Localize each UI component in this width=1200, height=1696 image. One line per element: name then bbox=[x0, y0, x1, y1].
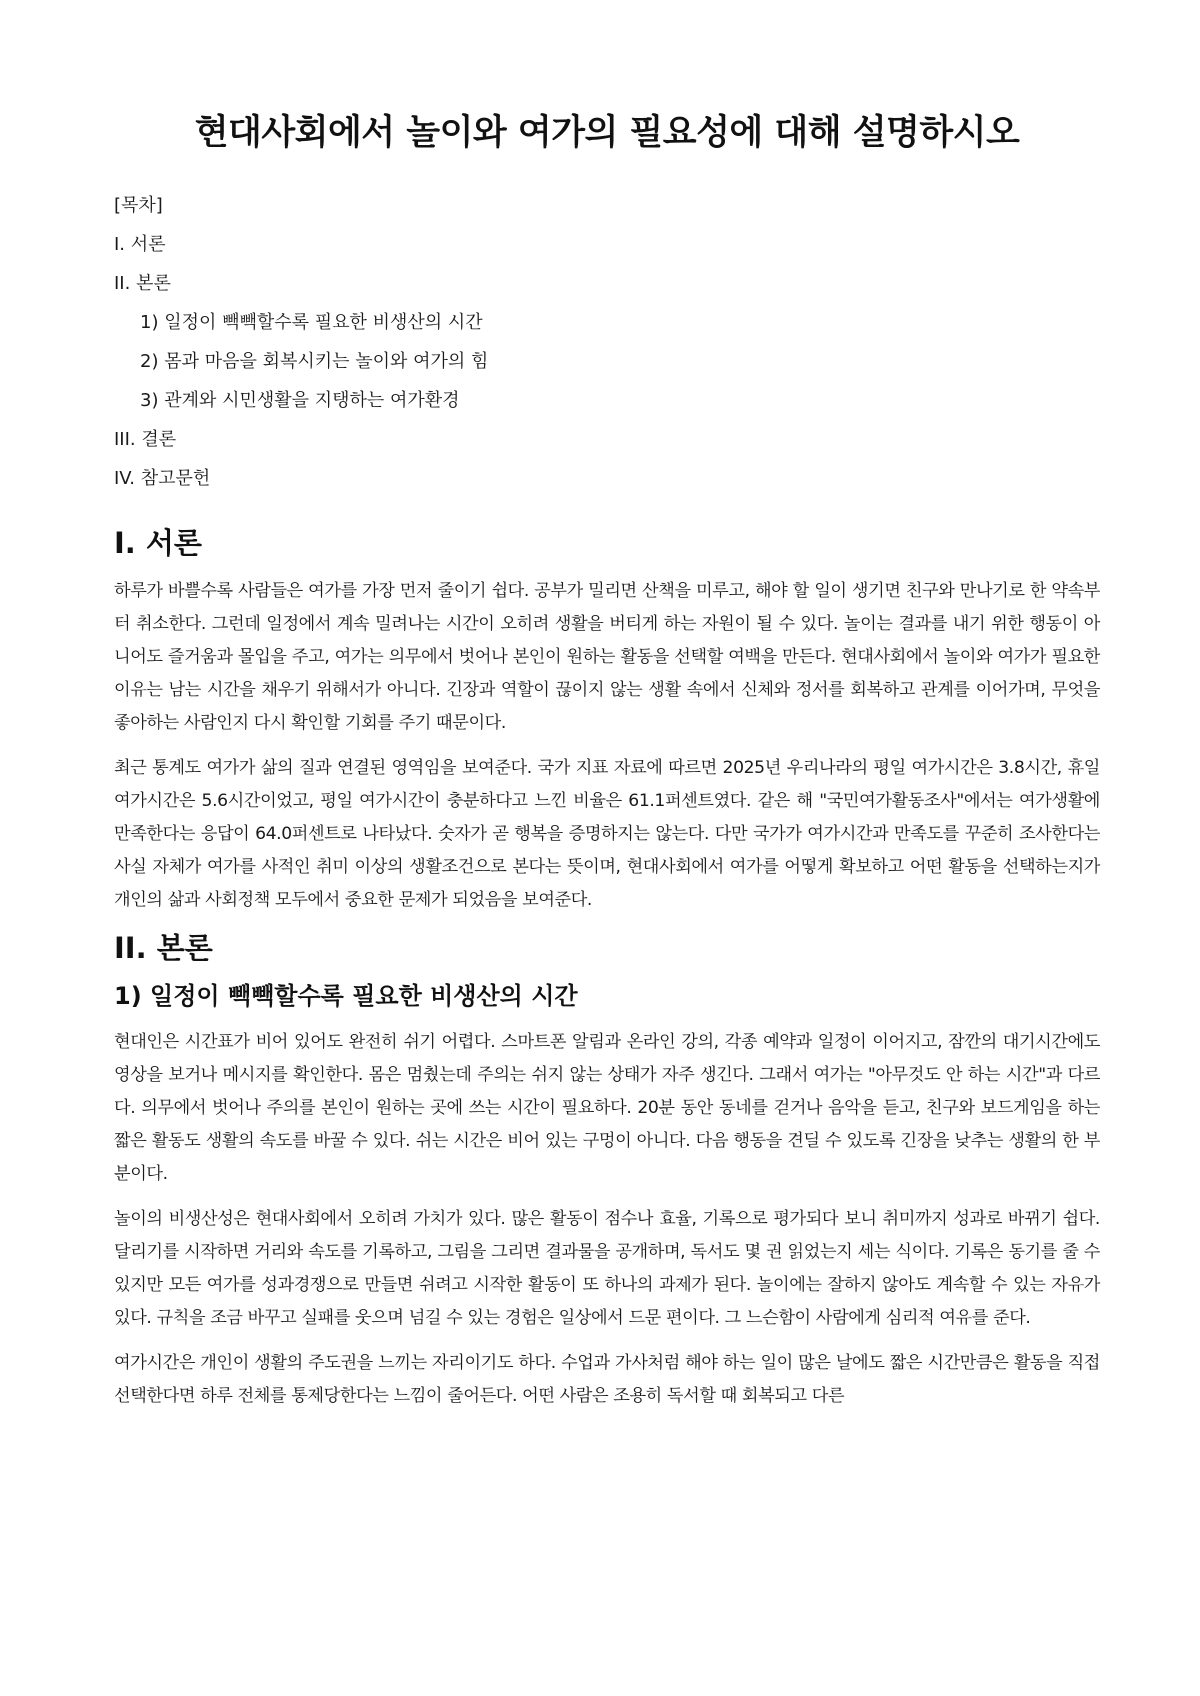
intro-section bbox=[114, 524, 1100, 917]
toc-item-body-2: 2) 몸과 마음을 회복시키는 놀이와 여가의 힘 bbox=[140, 350, 489, 372]
body-paragraph: 현대인은 시간표가 비어 있어도 완전히 쉬기 어렵다. 스마트폰 알림과 온라인 강의, 각종 예약과 일정이 이어지고, 잠깐의 대기시간에도 영상을 보거나 메시지를 확인한다. 몸은 멈췄는데 주의는 쉬지 않는 상태가 자주 생긴다. 그래서 여가는 "아무것도 안 하는 시간"과 다르다. 의무에서 벗어나 주의를 본인이 원하는 곳에 쓰는 시간이 필요하다. 20분 동안 동네를 걷거나 음악을 듣고, 친구와 보드게임을 하는 짧은 활동도 생활의 속도를 바꿀 수 있다. 쉬는 시간은 비어 있는 구멍이 아니다. 다음 행동을 견딜 수 있도록 긴장을 낮추는 생활의 한 부분이다. bbox=[114, 1032, 1100, 1185]
body-paragraph: 놀이의 비생산성은 현대사회에서 오히려 가치가 있다. 많은 활동이 점수나 효율, 기록으로 평가되다 보니 취미까지 성과로 바뀌기 쉽다. 달리기를 시작하면 거리와 속도를 기록하고, 그림을 그리면 결과물을 공개하며, 독서도 몇 권 읽었는지 세는 식이다. 기록은 동기를 줄 수 있지만 모든 여가를 성과경쟁으로 만들면 쉬려고 시작한 활동이 또 하나의 과제가 된다. 놀이에는 잘하지 않아도 계속할 수 있는 자유가 있다. 규칙을 조금 바꾸고 실패를 웃으며 넘길 수 있는 경험은 일상에서 드문 편이다. 그 느슨함이 사람에게 심리적 여유를 준다. bbox=[114, 1209, 1100, 1329]
intro-paragraph: 하루가 바쁠수록 사람들은 여가를 가장 먼저 줄이기 쉽다. 공부가 밀리면 산책을 미루고, 해야 할 일이 생기면 친구와 만나기로 한 약속부터 취소한다. 그런데 일정에서 계속 밀려나는 시간이 오히려 생활을 버티게 하는 자원이 될 수 있다. 놀이는 결과를 내기 위한 행동이 아니어도 즐거움과 몰입을 주고, 여가는 의무에서 벗어나 본인이 원하는 활동을 선택할 여백을 만든다. 현대사회에서 놀이와 여가가 필요한 이유는 남는 시간을 채우기 위해서가 아니다. 긴장과 역할이 끊이지 않는 생활 속에서 신체와 정서를 회복하고 관계를 이어가며, 무엇을 좋아하는 사람인지 다시 확인할 기회를 주기 때문이다. bbox=[114, 580, 1100, 733]
toc-item-body-1: 1) 일정이 빽빽할수록 필요한 비생산의 시간 bbox=[140, 311, 483, 333]
table-of-contents bbox=[114, 186, 1100, 498]
toc-item-conclusion: III. 결론 bbox=[114, 428, 177, 450]
body-paragraph: 여가시간은 개인이 생활의 주도권을 느끼는 자리이기도 하다. 수업과 가사처럼 해야 하는 일이 많은 날에도 짧은 시간만큼은 활동을 직접 선택한다면 하루 전체를 통제당한다는 느낌이 줄어든다. 어떤 사람은 조용히 독서할 때 회복되고 다른 bbox=[114, 1353, 1100, 1407]
toc-heading: [목차] bbox=[114, 194, 163, 216]
toc-item-body-3: 3) 관계와 시민생활을 지탱하는 여가환경 bbox=[140, 389, 460, 411]
body-heading: II. 본론 bbox=[114, 930, 213, 965]
intro-heading: I. 서론 bbox=[114, 525, 202, 560]
body-section bbox=[114, 929, 1100, 1414]
intro-paragraph: 최근 통계도 여가가 삶의 질과 연결된 영역임을 보여준다. 국가 지표 자료에 따르면 2025년 우리나라의 평일 여가시간은 3.8시간, 휴일 여가시간은 5.6시간이었고, 평일 여가시간이 충분하다고 느낀 비율은 61.1퍼센트였다. 같은 해 "국민여가활동조사"에서는 여가생활에 만족한다는 응답이 64.0퍼센트로 나타났다. 숫자가 곧 행복을 증명하지는 않는다. 다만 국가가 여가시간과 만족도를 꾸준히 조사한다는 사실 자체가 여가를 사적인 취미 이상의 생활조건으로 본다는 뜻이며, 현대사회에서 여가를 어떻게 확보하고 어떤 활동을 선택하는지가 개인의 삶과 사회정책 모두에서 중요한 문제가 되었음을 보여준다. bbox=[114, 757, 1100, 910]
subsection-heading: 1) 일정이 빽빽할수록 필요한 비생산의 시간 bbox=[114, 982, 578, 1011]
toc-item-references: IV. 참고문헌 bbox=[114, 467, 211, 489]
toc-item-intro: I. 서론 bbox=[114, 233, 166, 255]
toc-item-body: II. 본론 bbox=[114, 272, 171, 294]
document-title: 현대사회에서 놀이와 여가의 필요성에 대해 설명하시오 bbox=[194, 113, 1020, 153]
